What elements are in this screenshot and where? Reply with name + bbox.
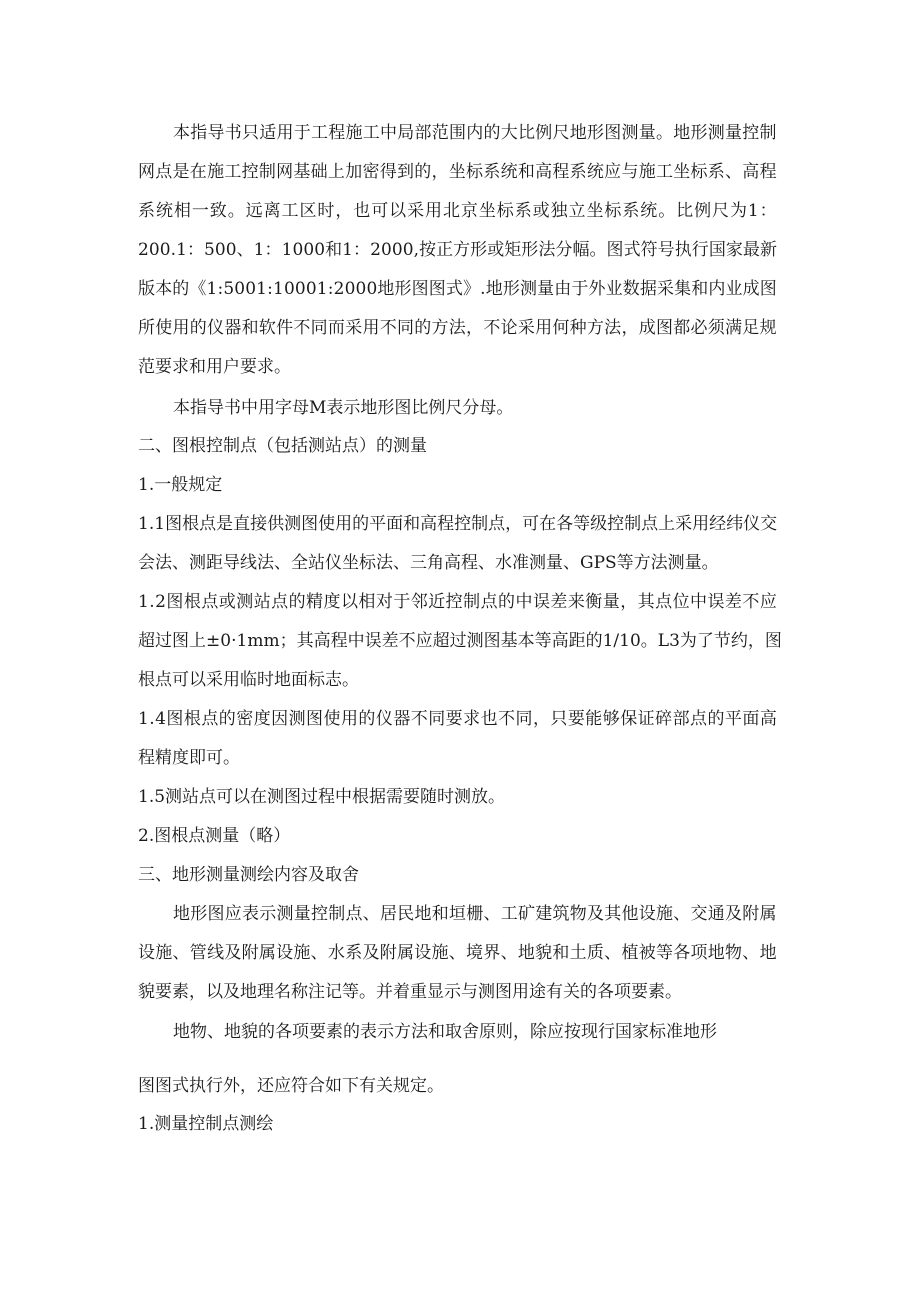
paragraph-content-line: 地 形 图 应 表 示 测 量 控 制 点 、 居 民 地 和 垣 栅 、 工 矿 建 筑 物 及 其 他 设 施 、 交 通 及 附 属 [173,904,777,924]
paragraph-intro-line: 2 0 0 . 1 ： 5 0 0 、 1 ： 1 0 0 0 和 1 ： 2 0 0 0 , 按 正 方 形 或 矩 形 法 分 幅 。 图 式 符 号 执 行 国 家 最 新 [138,240,777,260]
clause-1-2-line: 根点可以采用临时地面标志。 [138,670,359,690]
clause-1-1-line: 1 . 1 图 根 点 是 直 接 供 测 图 使 用 的 平 面 和 高 程 控 制 点 ， 可 在 各 等 级 控 制 点 上 采 用 经 纬 仪 交 [138,514,778,534]
paragraph-intro-line: 版 本 的 《 1 : 5 0 0 1 : 1 0 0 0 1 : 2 0 0 0 地 形 图 图 式 》 . 地 形 测 量 由 于 外 业 数 据 采 集 和 内 业 成 图 [138,279,777,299]
paragraph-content-line: 设 施 、 管 线 及 附 属 设 施 、 水 系 及 附 属 设 施 、 境 界 、 地 貌 和 土 质 、 植 被 等 各 项 地 物 、 地 [138,943,777,963]
clause-1-4-line: 1 . 4 图 根 点 的 密 度 因 测 图 使 用 的 仪 器 不 同 要 求 也 不 同 ， 只 要 能 够 保 证 碎 部 点 的 平 面 高 [138,709,777,729]
subsection-heading-2-2: 2.图根点测量（略） [138,826,291,846]
clause-1-5-line: 1.5测站点可以在测图过程中根据需要随时测放。 [138,787,506,807]
clause-1-4-line: 程精度即可。 [138,748,240,768]
paragraph-intro-line: 范要求和用户要求。 [138,357,291,377]
paragraph-intro-line: 网 点 是 在 施 工 控 制 网 基 础 上 加 密 得 到 的 ， 坐 标 系 统 和 高 程 系 统 应 与 施 工 坐 标 系 、 高 程 [138,162,777,182]
subsection-heading-3-1: 1.测量控制点测绘 [138,1114,274,1134]
paragraph-rules-line: 地物、地貌的各项要素的表示方法和取舍原则，除应按现行国家标准地形 [173,1022,717,1042]
paragraph-intro-line: 系 统 相 一 致 。 远 离 工 区 时 ， 也 可 以 采 用 北 京 坐 标 系 或 独 立 坐 标 系 统 。 比 例 尺 为 1 ： [138,201,777,221]
paragraph-intro-line: 本 指 导 书 只 适 用 于 工 程 施 工 中 局 部 范 围 内 的 大 比 例 尺 地 形 图 测 量 。 地 形 测 量 控 制 [173,123,777,143]
section-heading-2: 二、图根控制点（包括测站点）的测量 [138,436,427,456]
section-heading-3: 三、地形测量测绘内容及取舍 [138,865,359,885]
paragraph-notation-line: 本指导书中用字母M表示地形图比例尺分母。 [173,398,514,418]
paragraph-intro-line: 所 使 用 的 仪 器 和 软 件 不 同 而 采 用 不 同 的 方 法 ， 不 论 采 用 何 种 方 法 ， 成 图 都 必 须 满 足 规 [138,318,777,338]
paragraph-content-line: 貌要素，以及地理名称注记等。并着重显示与测图用途有关的各项要素。 [138,982,682,1002]
clause-1-2-line: 1 . 2 图 根 点 或 测 站 点 的 精 度 以 相 对 于 邻 近 控 制 点 的 中 误 差 来 衡 量 ， 其 点 位 中 误 差 不 应 [138,592,777,612]
clause-1-1-line: 会法、测距导线法、全站仪坐标法、三角高程、水准测量、GPS等方法测量。 [138,553,719,573]
clause-1-2-line: 超 过 图 上 ± 0 · 1 m m ； 其 高 程 中 误 差 不 应 超 过 测 图 基 本 等 高 距 的 1 / 1 0 。 L 3 为 了 节 约 ， 图 [138,631,782,651]
subsection-heading-2-1: 1.一般规定 [138,475,223,495]
paragraph-rules-line: 图图式执行外，还应符合如下有关规定。 [138,1076,444,1096]
